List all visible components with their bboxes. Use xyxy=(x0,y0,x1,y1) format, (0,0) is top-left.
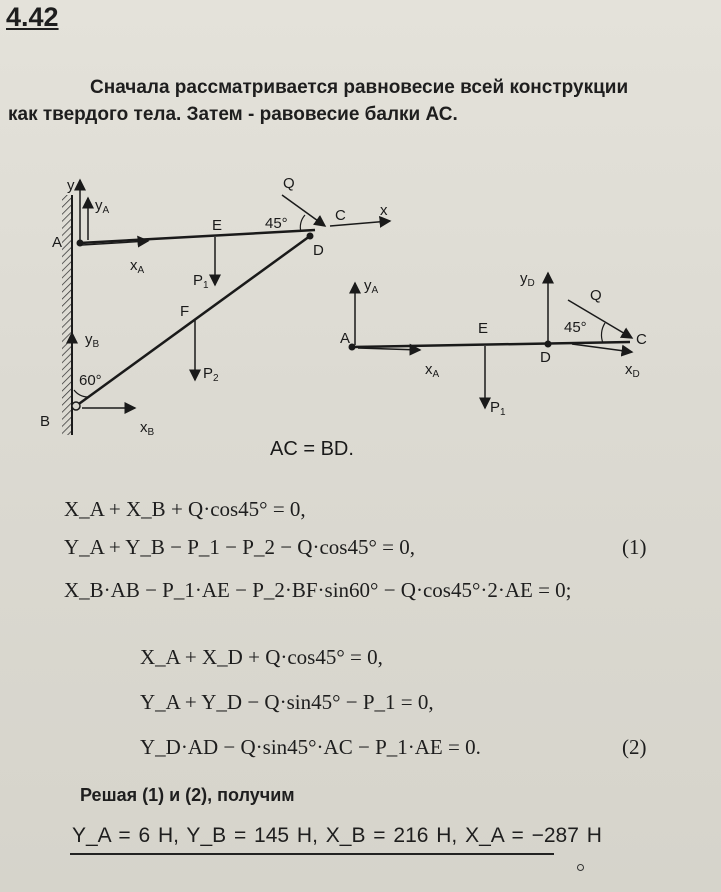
right-label-Q: Q xyxy=(590,287,602,304)
label-Q: Q xyxy=(283,175,295,192)
equation-1-1: X_A + X_B + Q·cos45° = 0, xyxy=(64,497,306,521)
right-xD-arrow xyxy=(572,344,632,352)
right-label-xA: $x_A$ xyxy=(425,361,440,380)
label-angle-45: 45° xyxy=(265,215,288,232)
intro-line-1: Сначала рассматривается равновесие всей конструкции xyxy=(90,77,629,98)
right-xA-arrow xyxy=(358,348,420,350)
hinge-B xyxy=(72,402,80,410)
angle-60-arc xyxy=(74,390,88,397)
right-label-P1: $P_1$ xyxy=(490,399,506,418)
label-P1: $P_1$ xyxy=(193,272,209,291)
Q-arrow xyxy=(282,195,325,226)
problem-number: 4.42 xyxy=(6,2,59,32)
right-label-yA: $y_A$ xyxy=(364,277,379,296)
hinge-A xyxy=(77,240,83,246)
equation-set-2-label: (2) xyxy=(622,735,647,759)
equation-1-3: X_B·AB − P_1·AE − P_2·BF·sin60° − Q·cos45°·2·AE = 0; xyxy=(64,578,572,602)
solve-intro: Решая (1) и (2), получим xyxy=(80,785,295,805)
wall-hatching xyxy=(62,195,71,435)
answer-line: Y_A = 6 H, Y_B = 145 H, X_B = 216 H, X_A = −287 H xyxy=(72,824,602,847)
label-angle-60: 60° xyxy=(79,372,102,389)
right-angle-45-arc xyxy=(601,323,605,343)
label-F: F xyxy=(180,303,190,320)
label-y: y xyxy=(67,177,75,194)
equation-1-2: Y_A + Y_B − P_1 − P_2 − Q·cos45° = 0, xyxy=(64,535,415,559)
right-label-C: C xyxy=(636,331,647,348)
answer-underline xyxy=(70,853,554,855)
equation-2-2: Y_A + Y_D − Q·sin45° − P_1 = 0, xyxy=(140,690,434,714)
hinge-D xyxy=(307,233,313,239)
intro-line-2: как твердого тела. Затем - равовесие балки АС. xyxy=(8,104,458,125)
label-yA: $y_A$ xyxy=(95,197,110,216)
strut-BD xyxy=(76,236,310,406)
right-label-yD: $y_D$ xyxy=(520,270,535,289)
label-xA: $x_A$ xyxy=(130,257,145,276)
right-label-angle-45: 45° xyxy=(564,319,587,336)
label-xB: $x_B$ xyxy=(140,419,155,438)
equation-set-1-label: (1) xyxy=(622,535,647,559)
label-x: x xyxy=(380,202,388,219)
right-label-xD: $x_D$ xyxy=(625,361,640,380)
label-P2: $P_2$ xyxy=(203,365,219,384)
equation-2-3: Y_D·AD − Q·sin45°·AC − P_1·AE = 0. xyxy=(140,735,481,759)
right-label-D: D xyxy=(540,349,551,366)
label-C: C xyxy=(335,207,346,224)
label-yB: $y_B$ xyxy=(85,331,100,350)
label-B: B xyxy=(40,413,51,430)
label-D: D xyxy=(313,242,324,259)
right-label-A: A xyxy=(340,330,351,347)
relation-AC-BD: AC = BD. xyxy=(270,438,354,460)
label-E: E xyxy=(212,217,223,234)
page-dot xyxy=(577,864,584,871)
label-A: A xyxy=(52,234,63,251)
right-point-D xyxy=(545,341,551,347)
equation-2-1: X_A + X_D + Q·cos45° = 0, xyxy=(140,645,383,669)
right-label-E: E xyxy=(478,320,489,337)
